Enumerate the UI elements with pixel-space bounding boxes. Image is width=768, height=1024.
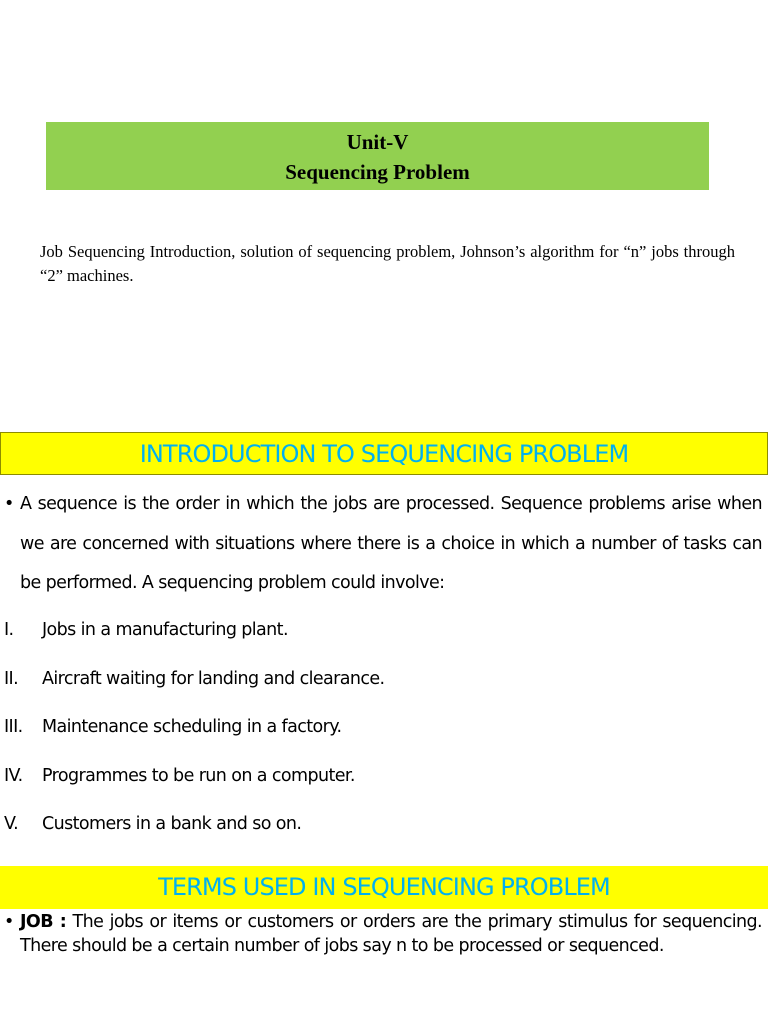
job-term-body xyxy=(20,911,762,958)
list-item xyxy=(4,612,744,661)
list-item-text: Maintenance scheduling in a factory. xyxy=(42,717,342,737)
job-term-definition: The jobs or items or customers or orders are the primary stimulus for sequencing. There should be a certain number of jobs say n to be processed or sequenced. xyxy=(20,912,762,956)
list-item-number: V. xyxy=(4,814,19,834)
job-term-paragraph xyxy=(4,911,762,958)
list-item-text: Aircraft waiting for landing and clearance. xyxy=(42,668,385,689)
list-item-number: IV. xyxy=(4,765,23,786)
job-term-label: JOB : xyxy=(20,912,67,932)
unit-syllabus-text: Job Sequencing Introduction, solution of sequencing problem, Johnson’s algorithm for “n” jobs through “2” machines. xyxy=(40,242,735,285)
terms-heading: TERMS USED IN SEQUENCING PROBLEM xyxy=(0,866,768,909)
list-item-text: Jobs in a manufacturing plant. xyxy=(42,620,288,640)
unit-number: Unit-V xyxy=(346,130,409,154)
bullet-point: • xyxy=(4,912,14,932)
bullet-point: • xyxy=(4,494,14,514)
list-item xyxy=(4,806,744,855)
list-item xyxy=(4,709,744,758)
list-item-number: II. xyxy=(4,668,19,689)
sequencing-examples-list xyxy=(4,612,744,855)
list-item-number: I. xyxy=(4,620,14,640)
unit-title-banner xyxy=(46,122,709,190)
sequence-definition-paragraph xyxy=(4,485,762,604)
list-item xyxy=(4,661,744,710)
list-item-text: Customers in a bank and so on. xyxy=(42,814,302,834)
unit-title: Sequencing Problem xyxy=(285,160,470,184)
list-item-number: III. xyxy=(4,717,23,737)
sequence-definition-text: A sequence is the order in which the jobs are processed. Sequence problems arise when we are concerned with situations where there is a choice in which a number of tasks can be performed. A sequencing problem could involve: xyxy=(20,494,762,593)
list-item xyxy=(4,758,744,807)
introduction-heading: INTRODUCTION TO SEQUENCING PROBLEM xyxy=(0,432,768,475)
list-item-text: Programmes to be run on a computer. xyxy=(42,765,355,786)
